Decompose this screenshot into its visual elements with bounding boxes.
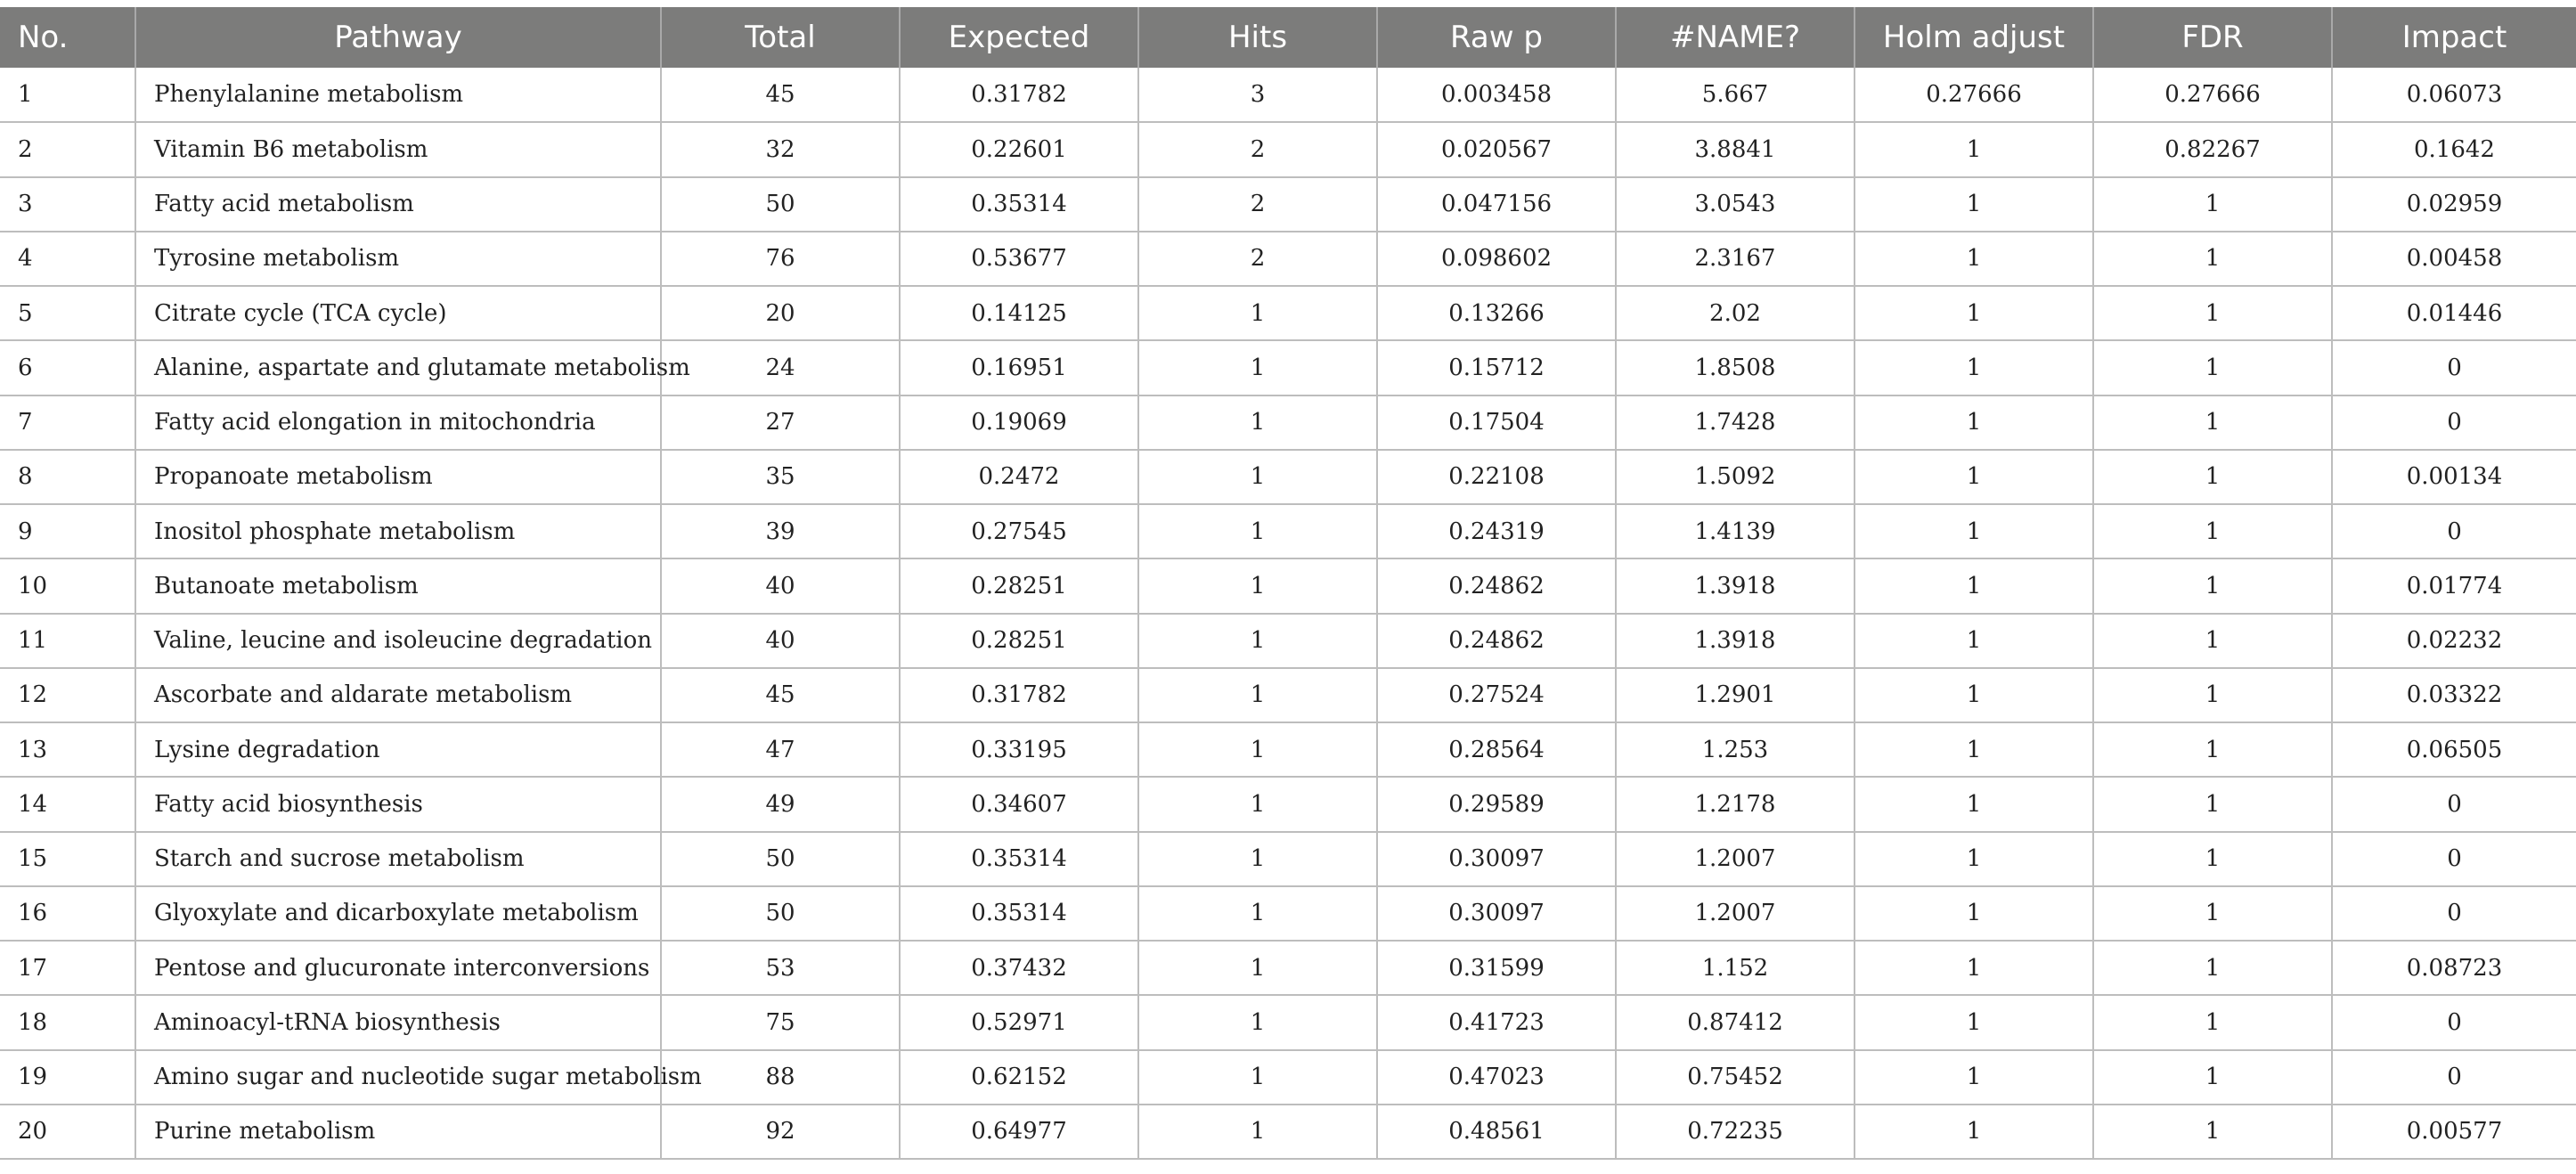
cell-impact: 0.02232: [2332, 614, 2576, 668]
cell-total: 50: [661, 177, 900, 232]
cell-no: 18: [0, 995, 135, 1049]
cell-name-error: 1.3918: [1616, 614, 1855, 668]
cell-raw-p: 0.31599: [1377, 941, 1616, 995]
cell-no: 2: [0, 122, 135, 176]
cell-impact: 0.00577: [2332, 1105, 2576, 1159]
cell-fdr: 1: [2093, 1105, 2332, 1159]
cell-raw-p: 0.22108: [1377, 450, 1616, 504]
cell-expected: 0.28251: [900, 558, 1138, 613]
cell-impact: 0.06073: [2332, 68, 2576, 122]
cell-fdr: 1: [2093, 995, 2332, 1049]
cell-holm-adjust: 1: [1855, 614, 2093, 668]
cell-name-error: 0.72235: [1616, 1105, 1855, 1159]
cell-pathway: Butanoate metabolism: [135, 558, 661, 613]
cell-fdr: 1: [2093, 614, 2332, 668]
cell-name-error: 1.2007: [1616, 886, 1855, 941]
cell-hits: 3: [1138, 68, 1377, 122]
cell-fdr: 1: [2093, 504, 2332, 558]
cell-impact: 0: [2332, 395, 2576, 450]
cell-name-error: 1.7428: [1616, 395, 1855, 450]
cell-holm-adjust: 1: [1855, 450, 2093, 504]
cell-expected: 0.35314: [900, 832, 1138, 886]
table-row: [0, 614, 2576, 668]
cell-name-error: 1.253: [1616, 722, 1855, 777]
cell-total: 88: [661, 1050, 900, 1105]
cell-impact: 0.01774: [2332, 558, 2576, 613]
cell-total: 49: [661, 777, 900, 831]
table-row: [0, 1050, 2576, 1105]
cell-total: 53: [661, 941, 900, 995]
cell-fdr: 1: [2093, 941, 2332, 995]
header-no: No.: [0, 7, 135, 68]
table-row: [0, 941, 2576, 995]
cell-pathway: Valine, leucine and isoleucine degradation: [135, 614, 661, 668]
cell-raw-p: 0.30097: [1377, 832, 1616, 886]
cell-hits: 2: [1138, 122, 1377, 176]
cell-name-error: 1.8508: [1616, 340, 1855, 395]
cell-total: 92: [661, 1105, 900, 1159]
cell-pathway: Tyrosine metabolism: [135, 232, 661, 286]
cell-total: 76: [661, 232, 900, 286]
cell-name-error: 1.2178: [1616, 777, 1855, 831]
cell-hits: 1: [1138, 722, 1377, 777]
cell-name-error: 1.2901: [1616, 668, 1855, 722]
cell-pathway: Alanine, aspartate and glutamate metabolism: [135, 340, 661, 395]
cell-name-error: 3.0543: [1616, 177, 1855, 232]
cell-name-error: 2.02: [1616, 286, 1855, 340]
cell-impact: 0: [2332, 777, 2576, 831]
cell-name-error: 0.87412: [1616, 995, 1855, 1049]
cell-holm-adjust: 1: [1855, 504, 2093, 558]
cell-total: 47: [661, 722, 900, 777]
cell-pathway: Fatty acid elongation in mitochondria: [135, 395, 661, 450]
cell-name-error: 1.152: [1616, 941, 1855, 995]
cell-impact: 0: [2332, 340, 2576, 395]
cell-total: 39: [661, 504, 900, 558]
cell-impact: 0.02959: [2332, 177, 2576, 232]
table-row: [0, 232, 2576, 286]
cell-raw-p: 0.28564: [1377, 722, 1616, 777]
table-row: [0, 286, 2576, 340]
cell-fdr: 1: [2093, 777, 2332, 831]
pathway-table: [0, 7, 2576, 1160]
cell-pathway: Amino sugar and nucleotide sugar metabolism: [135, 1050, 661, 1105]
cell-no: 15: [0, 832, 135, 886]
cell-no: 20: [0, 1105, 135, 1159]
header-total: Total: [661, 7, 900, 68]
cell-raw-p: 0.047156: [1377, 177, 1616, 232]
cell-no: 10: [0, 558, 135, 613]
cell-impact: 0: [2332, 832, 2576, 886]
cell-fdr: 1: [2093, 668, 2332, 722]
cell-impact: 0: [2332, 504, 2576, 558]
cell-no: 1: [0, 68, 135, 122]
cell-no: 11: [0, 614, 135, 668]
cell-pathway: Pentose and glucuronate interconversions: [135, 941, 661, 995]
cell-name-error: 1.2007: [1616, 832, 1855, 886]
cell-hits: 2: [1138, 232, 1377, 286]
cell-impact: 0: [2332, 886, 2576, 941]
cell-raw-p: 0.29589: [1377, 777, 1616, 831]
cell-fdr: 1: [2093, 886, 2332, 941]
cell-pathway: Vitamin B6 metabolism: [135, 122, 661, 176]
header-fdr: FDR: [2093, 7, 2332, 68]
cell-raw-p: 0.24862: [1377, 558, 1616, 613]
table-row: [0, 177, 2576, 232]
cell-total: 20: [661, 286, 900, 340]
cell-no: 16: [0, 886, 135, 941]
cell-name-error: 2.3167: [1616, 232, 1855, 286]
cell-total: 50: [661, 832, 900, 886]
cell-holm-adjust: 1: [1855, 395, 2093, 450]
cell-expected: 0.62152: [900, 1050, 1138, 1105]
cell-fdr: 0.82267: [2093, 122, 2332, 176]
cell-total: 24: [661, 340, 900, 395]
cell-fdr: 1: [2093, 832, 2332, 886]
cell-no: 13: [0, 722, 135, 777]
cell-no: 8: [0, 450, 135, 504]
cell-fdr: 1: [2093, 1050, 2332, 1105]
cell-holm-adjust: 1: [1855, 340, 2093, 395]
cell-pathway: Lysine degradation: [135, 722, 661, 777]
cell-pathway: Phenylalanine metabolism: [135, 68, 661, 122]
cell-expected: 0.22601: [900, 122, 1138, 176]
table-row: [0, 122, 2576, 176]
cell-fdr: 1: [2093, 722, 2332, 777]
cell-no: 19: [0, 1050, 135, 1105]
table-row: [0, 886, 2576, 941]
cell-hits: 1: [1138, 558, 1377, 613]
cell-fdr: 1: [2093, 558, 2332, 613]
cell-raw-p: 0.27524: [1377, 668, 1616, 722]
cell-holm-adjust: 1: [1855, 941, 2093, 995]
cell-hits: 1: [1138, 450, 1377, 504]
cell-fdr: 0.27666: [2093, 68, 2332, 122]
cell-holm-adjust: 1: [1855, 722, 2093, 777]
cell-impact: 0.00134: [2332, 450, 2576, 504]
cell-hits: 1: [1138, 395, 1377, 450]
cell-total: 40: [661, 614, 900, 668]
cell-expected: 0.31782: [900, 668, 1138, 722]
header-pathway: Pathway: [135, 7, 661, 68]
cell-holm-adjust: 1: [1855, 668, 2093, 722]
cell-no: 4: [0, 232, 135, 286]
cell-impact: 0.00458: [2332, 232, 2576, 286]
cell-name-error: 3.8841: [1616, 122, 1855, 176]
cell-pathway: Starch and sucrose metabolism: [135, 832, 661, 886]
cell-expected: 0.35314: [900, 886, 1138, 941]
cell-pathway: Fatty acid metabolism: [135, 177, 661, 232]
cell-expected: 0.64977: [900, 1105, 1138, 1159]
cell-raw-p: 0.17504: [1377, 395, 1616, 450]
cell-hits: 1: [1138, 777, 1377, 831]
cell-holm-adjust: 1: [1855, 177, 2093, 232]
cell-no: 17: [0, 941, 135, 995]
cell-pathway: Propanoate metabolism: [135, 450, 661, 504]
cell-holm-adjust: 1: [1855, 832, 2093, 886]
cell-fdr: 1: [2093, 340, 2332, 395]
cell-no: 6: [0, 340, 135, 395]
table-row: [0, 340, 2576, 395]
cell-fdr: 1: [2093, 286, 2332, 340]
cell-hits: 1: [1138, 340, 1377, 395]
cell-holm-adjust: 1: [1855, 122, 2093, 176]
cell-name-error: 1.4139: [1616, 504, 1855, 558]
cell-hits: 1: [1138, 1050, 1377, 1105]
cell-expected: 0.2472: [900, 450, 1138, 504]
cell-holm-adjust: 1: [1855, 232, 2093, 286]
cell-raw-p: 0.15712: [1377, 340, 1616, 395]
table-body: [0, 68, 2576, 1159]
cell-no: 12: [0, 668, 135, 722]
cell-raw-p: 0.13266: [1377, 286, 1616, 340]
cell-raw-p: 0.47023: [1377, 1050, 1616, 1105]
cell-hits: 2: [1138, 177, 1377, 232]
cell-expected: 0.14125: [900, 286, 1138, 340]
cell-hits: 1: [1138, 941, 1377, 995]
cell-pathway: Citrate cycle (TCA cycle): [135, 286, 661, 340]
cell-hits: 1: [1138, 995, 1377, 1049]
cell-expected: 0.19069: [900, 395, 1138, 450]
table-row: [0, 504, 2576, 558]
cell-impact: 0.08723: [2332, 941, 2576, 995]
table-row: [0, 450, 2576, 504]
cell-total: 50: [661, 886, 900, 941]
cell-holm-adjust: 1: [1855, 1105, 2093, 1159]
header-impact: Impact: [2332, 7, 2576, 68]
cell-fdr: 1: [2093, 232, 2332, 286]
cell-raw-p: 0.24319: [1377, 504, 1616, 558]
cell-pathway: Inositol phosphate metabolism: [135, 504, 661, 558]
cell-fdr: 1: [2093, 450, 2332, 504]
cell-hits: 1: [1138, 1105, 1377, 1159]
cell-holm-adjust: 1: [1855, 886, 2093, 941]
cell-holm-adjust: 1: [1855, 558, 2093, 613]
cell-expected: 0.33195: [900, 722, 1138, 777]
cell-total: 27: [661, 395, 900, 450]
table-row: [0, 777, 2576, 831]
cell-expected: 0.52971: [900, 995, 1138, 1049]
cell-impact: 0.03322: [2332, 668, 2576, 722]
cell-fdr: 1: [2093, 395, 2332, 450]
cell-impact: 0.01446: [2332, 286, 2576, 340]
cell-holm-adjust: 1: [1855, 286, 2093, 340]
cell-expected: 0.35314: [900, 177, 1138, 232]
cell-raw-p: 0.48561: [1377, 1105, 1616, 1159]
table-row: [0, 995, 2576, 1049]
cell-pathway: Glyoxylate and dicarboxylate metabolism: [135, 886, 661, 941]
cell-hits: 1: [1138, 832, 1377, 886]
cell-hits: 1: [1138, 886, 1377, 941]
cell-total: 40: [661, 558, 900, 613]
table-row: [0, 395, 2576, 450]
cell-no: 7: [0, 395, 135, 450]
table-row: [0, 68, 2576, 122]
cell-name-error: 5.667: [1616, 68, 1855, 122]
cell-expected: 0.27545: [900, 504, 1138, 558]
cell-hits: 1: [1138, 668, 1377, 722]
cell-raw-p: 0.41723: [1377, 995, 1616, 1049]
cell-total: 75: [661, 995, 900, 1049]
header-expected: Expected: [900, 7, 1138, 68]
table-row: [0, 1105, 2576, 1159]
table-row: [0, 832, 2576, 886]
header-name-error: #NAME?: [1616, 7, 1855, 68]
header-raw-p: Raw p: [1377, 7, 1616, 68]
table-row: [0, 558, 2576, 613]
cell-impact: 0.1642: [2332, 122, 2576, 176]
cell-total: 45: [661, 668, 900, 722]
cell-pathway: Purine metabolism: [135, 1105, 661, 1159]
cell-holm-adjust: 1: [1855, 995, 2093, 1049]
cell-expected: 0.28251: [900, 614, 1138, 668]
cell-expected: 0.31782: [900, 68, 1138, 122]
cell-pathway: Fatty acid biosynthesis: [135, 777, 661, 831]
cell-raw-p: 0.24862: [1377, 614, 1616, 668]
cell-name-error: 1.3918: [1616, 558, 1855, 613]
cell-raw-p: 0.098602: [1377, 232, 1616, 286]
cell-impact: 0.06505: [2332, 722, 2576, 777]
header-holm-adjust: Holm adjust: [1855, 7, 2093, 68]
cell-expected: 0.34607: [900, 777, 1138, 831]
cell-impact: 0: [2332, 995, 2576, 1049]
cell-hits: 1: [1138, 504, 1377, 558]
cell-impact: 0: [2332, 1050, 2576, 1105]
cell-raw-p: 0.30097: [1377, 886, 1616, 941]
header-row: [0, 7, 2576, 68]
cell-raw-p: 0.003458: [1377, 68, 1616, 122]
table-row: [0, 668, 2576, 722]
cell-fdr: 1: [2093, 177, 2332, 232]
cell-expected: 0.16951: [900, 340, 1138, 395]
cell-pathway: Aminoacyl-tRNA biosynthesis: [135, 995, 661, 1049]
table-row: [0, 722, 2576, 777]
cell-pathway: Ascorbate and aldarate metabolism: [135, 668, 661, 722]
cell-holm-adjust: 1: [1855, 777, 2093, 831]
cell-no: 5: [0, 286, 135, 340]
cell-no: 14: [0, 777, 135, 831]
cell-holm-adjust: 0.27666: [1855, 68, 2093, 122]
cell-name-error: 0.75452: [1616, 1050, 1855, 1105]
cell-hits: 1: [1138, 614, 1377, 668]
cell-hits: 1: [1138, 286, 1377, 340]
cell-no: 9: [0, 504, 135, 558]
cell-expected: 0.53677: [900, 232, 1138, 286]
cell-name-error: 1.5092: [1616, 450, 1855, 504]
cell-holm-adjust: 1: [1855, 1050, 2093, 1105]
cell-raw-p: 0.020567: [1377, 122, 1616, 176]
cell-total: 35: [661, 450, 900, 504]
cell-total: 45: [661, 68, 900, 122]
cell-expected: 0.37432: [900, 941, 1138, 995]
header-hits: Hits: [1138, 7, 1377, 68]
cell-total: 32: [661, 122, 900, 176]
cell-no: 3: [0, 177, 135, 232]
